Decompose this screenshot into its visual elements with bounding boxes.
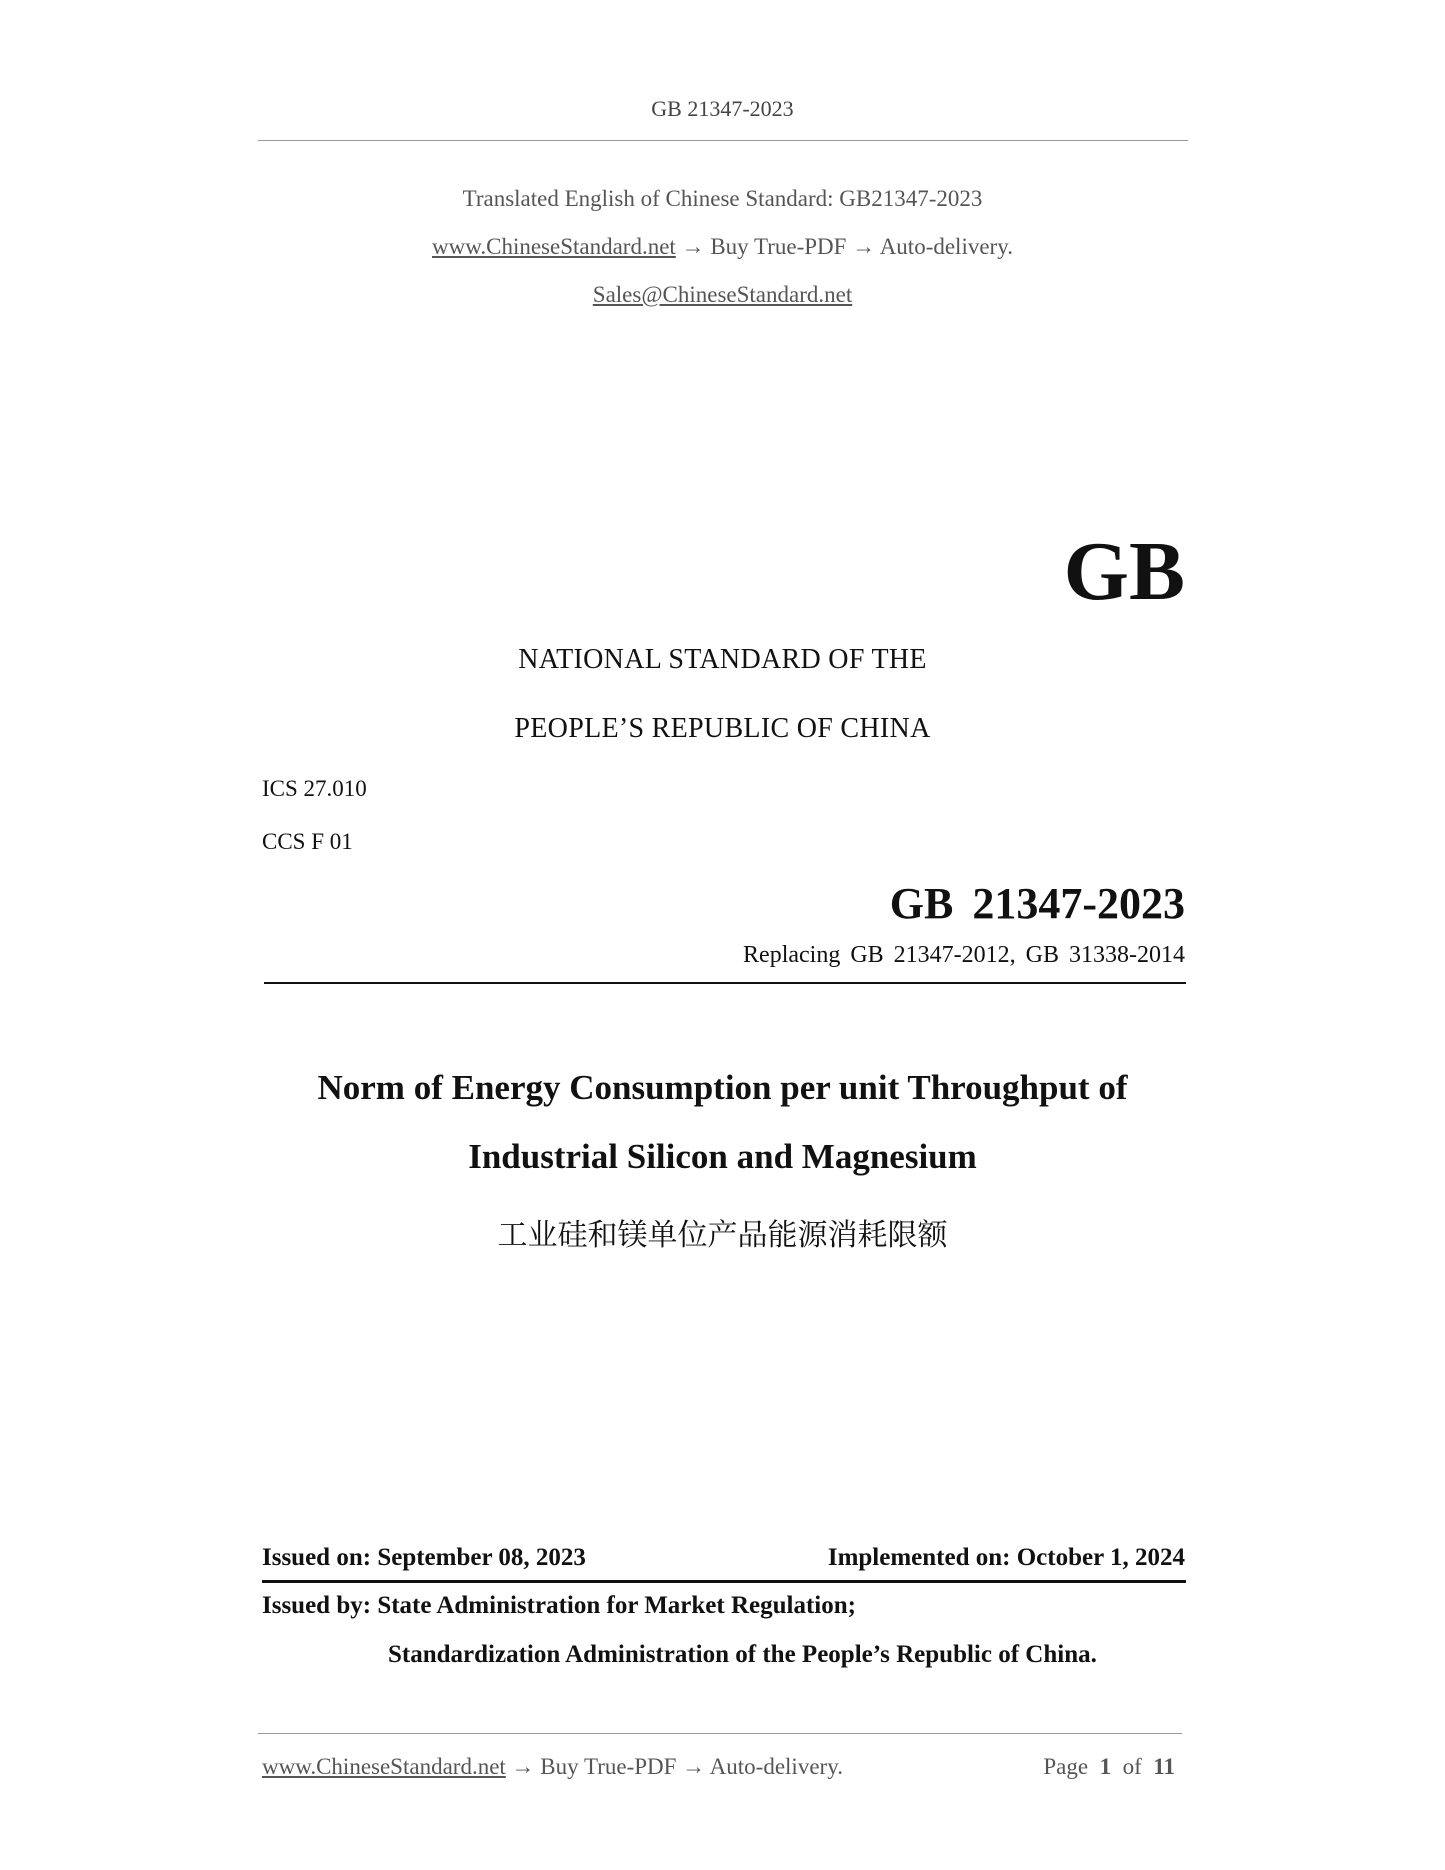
page-label: Page: [1043, 1754, 1089, 1779]
footer-buy-text: Buy True-PDF: [540, 1754, 677, 1779]
header-divider: [258, 140, 1188, 141]
footer-buy-notice: [262, 1754, 843, 1780]
arrow-right-icon: →: [852, 234, 876, 259]
issued-on-date: Issued on: September 08, 2023: [262, 1544, 586, 1571]
footer-site-link[interactable]: www.ChineseStandard.net: [262, 1754, 506, 1779]
issued-by: Issued by: State Administration for Market Regulation;: [262, 1592, 856, 1619]
issued-by-second: Standardization Administration of the People’s Republic of China.: [388, 1641, 1097, 1668]
translated-notice: Translated English of Chinese Standard: GB21347-2023: [462, 186, 983, 211]
buy-text: Buy True-PDF: [710, 234, 847, 259]
replacing-notice: Replacing GB 21347-2012, GB 31338-2014: [743, 942, 1185, 968]
implemented-on-date: Implemented on: October 1, 2024: [827, 1544, 1185, 1571]
national-standard-line2: PEOPLE’S REPUBLIC OF CHINA: [514, 713, 931, 744]
code-divider: [264, 982, 1186, 984]
standard-code: GB 21347-2023: [889, 879, 1185, 928]
page-indicator: [1043, 1754, 1175, 1780]
footer-divider: [258, 1733, 1182, 1734]
sales-notice: [0, 282, 1445, 308]
arrow-right-icon: →: [682, 1754, 706, 1779]
title-line2: Industrial Silicon and Magnesium: [468, 1137, 977, 1176]
sales-email-link[interactable]: Sales@ChineseStandard.net: [592, 282, 853, 307]
delivery-text: Auto-delivery.: [879, 234, 1013, 259]
page-total: 11: [1153, 1754, 1175, 1779]
title-chinese: 工业硅和镁单位产品能源消耗限额: [497, 1218, 948, 1253]
ics-code: ICS 27.010: [262, 776, 367, 801]
national-standard-line1: NATIONAL STANDARD OF THE: [518, 644, 927, 675]
site-link[interactable]: www.ChineseStandard.net: [432, 234, 676, 259]
arrow-right-icon: →: [511, 1754, 535, 1779]
arrow-right-icon: →: [681, 234, 705, 259]
ccs-code: CCS F 01: [262, 829, 353, 854]
of-label: of: [1122, 1754, 1142, 1779]
header-standard-code: GB 21347-2023: [651, 96, 794, 121]
gb-mark: GB: [1063, 525, 1185, 618]
title-line1: Norm of Energy Consumption per unit Throughput of: [317, 1068, 1128, 1107]
issue-divider: [262, 1580, 1186, 1583]
page-number: 1: [1099, 1754, 1112, 1779]
footer-delivery-text: Auto-delivery.: [709, 1754, 843, 1779]
buy-notice: [0, 234, 1445, 260]
